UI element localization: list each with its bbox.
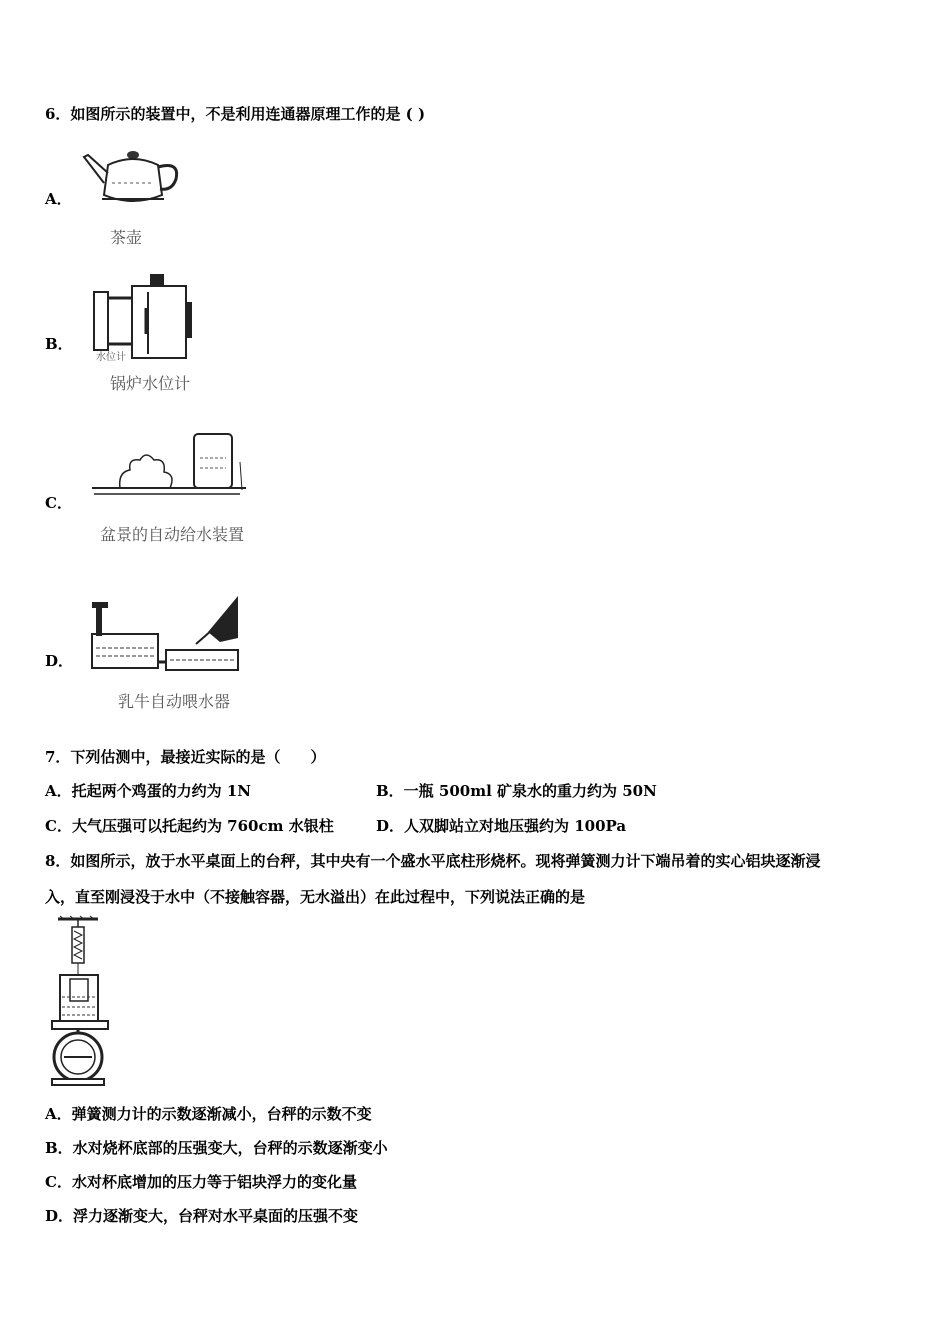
q7-option-a: A．托起两个鸡蛋的力约为 1N — [45, 782, 252, 800]
teapot-figure — [78, 143, 188, 211]
q7-option-d: D．人双脚站立对地压强约为 100Pa — [376, 817, 627, 835]
q6-option-c-caption: 盆景的自动给水装置 — [100, 525, 245, 544]
q6-option-d-caption: 乳牛自动喂水器 — [118, 692, 231, 711]
q6-stem: 6．如图所示的装置中，不是利用连通器原理工作的是 ( ) — [45, 105, 426, 123]
q8-stem-line1: 8．如图所示，放于水平桌面上的台秤，其中央有一个盛水平底柱形烧杯。现将弹簧测力计下端吊着的实心铝块逐渐浸 — [45, 852, 821, 870]
q8-option-b: B．水对烧杯底部的压强变大，台秤的示数逐渐变小 — [45, 1139, 388, 1157]
spring-scale-beaker-figure — [50, 915, 114, 1087]
q6-option-a-label: A． — [45, 190, 72, 208]
water-gauge-inner-label: 水位计 — [96, 352, 126, 363]
cow-feeder-figure — [88, 592, 244, 676]
q6-option-d-label: D． — [45, 652, 74, 670]
bonsai-watering-figure — [90, 432, 250, 504]
q8-option-a: A．弹簧测力计的示数逐渐减小，台秤的示数不变 — [45, 1105, 372, 1123]
q7-option-b: B．一瓶 500ml 矿泉水的重力约为 50N — [376, 782, 657, 800]
q6-option-b-label: B． — [45, 335, 73, 353]
q6-option-c-label: C． — [45, 494, 72, 512]
q8-stem-line2: 入，直至刚浸没于水中（不接触容器，无水溢出）在此过程中，下列说法正确的是 — [45, 888, 586, 906]
q7-stem: 7．下列估测中，最接近实际的是（ ） — [45, 748, 326, 766]
q6-option-a-caption: 茶壶 — [110, 228, 143, 247]
q8-option-d: D．浮力逐渐变大，台秤对水平桌面的压强不变 — [45, 1207, 359, 1225]
q8-option-c: C．水对杯底增加的压力等于铝块浮力的变化量 — [45, 1173, 357, 1191]
q7-option-c: C．大气压强可以托起约为 760cm 水银柱 — [45, 817, 334, 835]
q6-option-b-caption: 锅炉水位计 — [110, 374, 191, 393]
